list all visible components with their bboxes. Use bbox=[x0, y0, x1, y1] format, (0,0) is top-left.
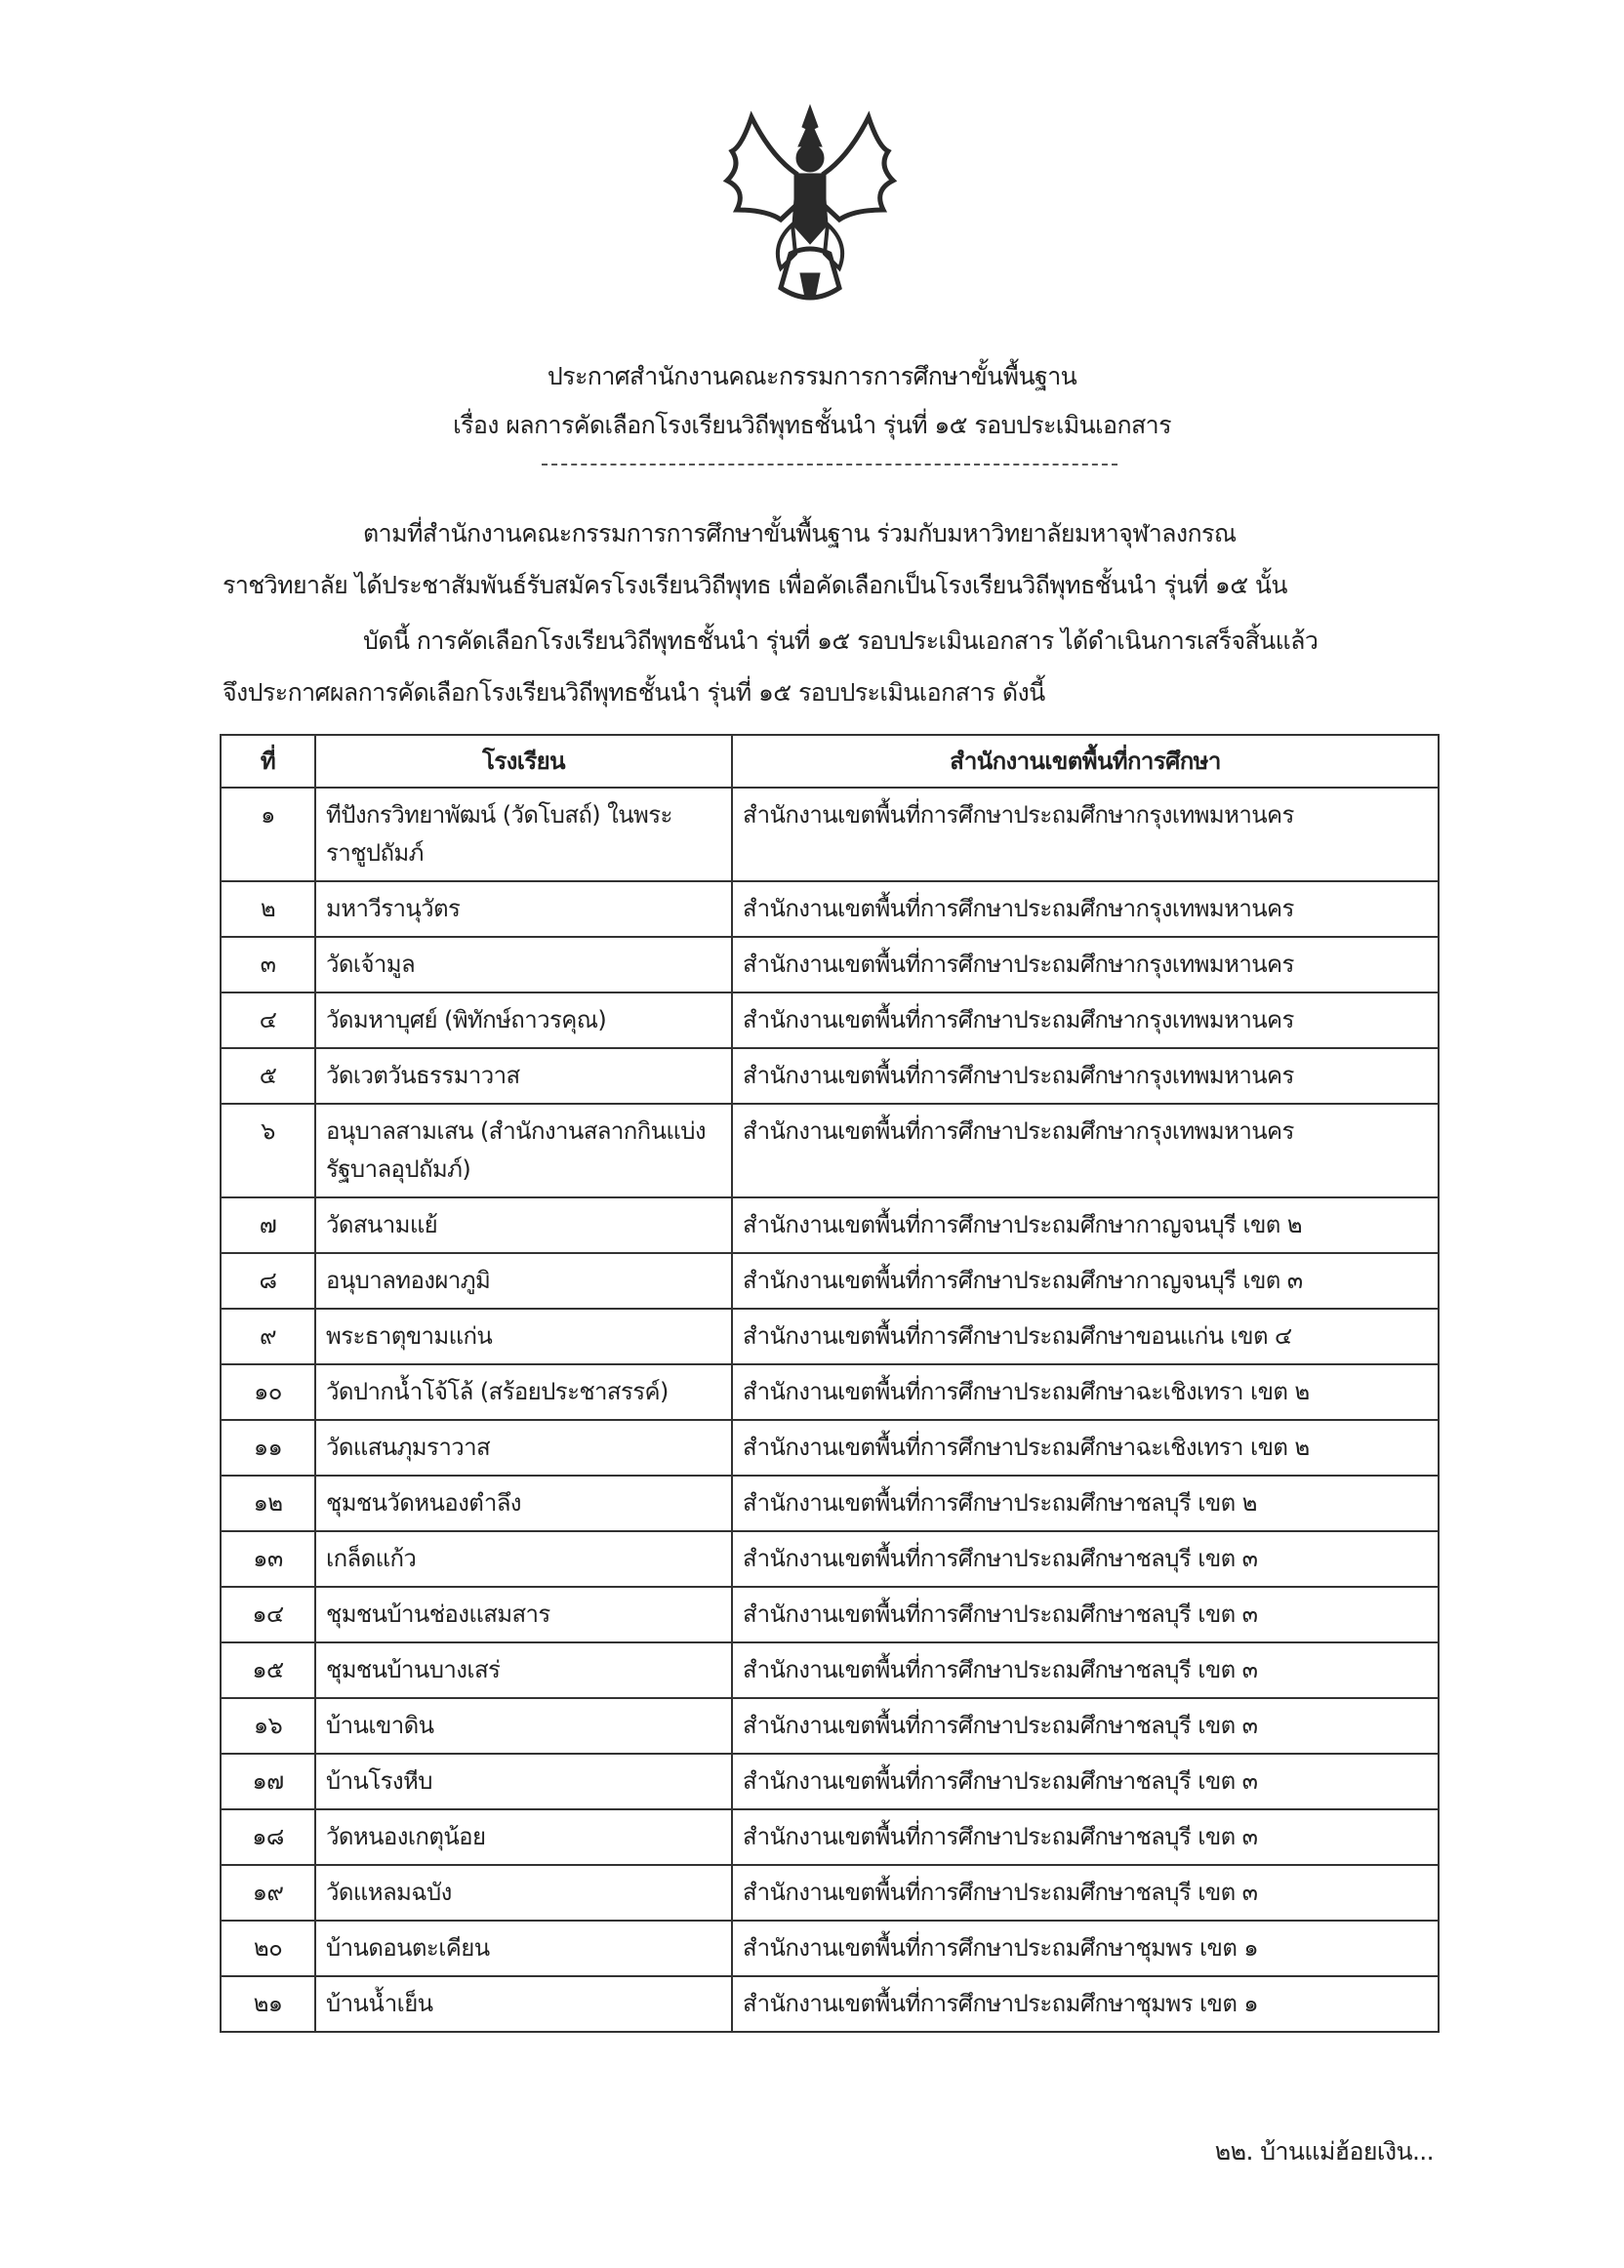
table-row bbox=[221, 1642, 1439, 1698]
table-row bbox=[221, 937, 1439, 992]
school-name: เกล็ดแก้ว bbox=[315, 1531, 732, 1587]
school-name: บ้านโรงหีบ bbox=[315, 1754, 732, 1809]
row-number: ๑ bbox=[221, 788, 315, 881]
school-name: ชุมชนบ้านบางเสร่ bbox=[315, 1642, 732, 1698]
school-name: บ้านเขาดิน bbox=[315, 1698, 732, 1754]
education-office: สำนักงานเขตพื้นที่การศึกษาประถมศึกษาชลบุรี เขต ๓ bbox=[732, 1642, 1439, 1698]
school-name: วัดปากน้ำโจ้โล้ (สร้อยประชาสรรค์) bbox=[315, 1364, 732, 1420]
school-name: ทีปังกรวิทยาพัฒน์ (วัดโบสถ์) ในพระราชูปถัมภ์ bbox=[315, 788, 732, 881]
table-row bbox=[221, 1587, 1439, 1642]
table-row bbox=[221, 788, 1439, 881]
table-row bbox=[221, 1309, 1439, 1364]
row-number: ๒๑ bbox=[221, 1976, 315, 2032]
paragraph-2-line-2: จึงประกาศผลการคัดเลือกโรงเรียนวิถีพุทธชั้นนำ รุ่นที่ ๑๕ รอบประเมินเอกสาร ดังนี้ bbox=[223, 678, 1045, 707]
row-number: ๔ bbox=[221, 992, 315, 1048]
row-number: ๕ bbox=[221, 1048, 315, 1104]
table-row bbox=[221, 1698, 1439, 1754]
table-row bbox=[221, 1420, 1439, 1476]
row-number: ๑๒ bbox=[221, 1476, 315, 1531]
table-row bbox=[221, 992, 1439, 1048]
education-office: สำนักงานเขตพื้นที่การศึกษาประถมศึกษาชลบุรี เขต ๓ bbox=[732, 1865, 1439, 1921]
table-row bbox=[221, 1531, 1439, 1587]
education-office: สำนักงานเขตพื้นที่การศึกษาประถมศึกษาฉะเชิงเทรา เขต ๒ bbox=[732, 1364, 1439, 1420]
education-office: สำนักงานเขตพื้นที่การศึกษาประถมศึกษากรุงเทพมหานคร bbox=[732, 1104, 1439, 1197]
row-number: ๑๐ bbox=[221, 1364, 315, 1420]
education-office: สำนักงานเขตพื้นที่การศึกษาประถมศึกษาชลบุรี เขต ๓ bbox=[732, 1531, 1439, 1587]
row-number: ๓ bbox=[221, 937, 315, 992]
school-name: วัดหนองเกตุน้อย bbox=[315, 1809, 732, 1865]
table-row bbox=[221, 1253, 1439, 1309]
row-number: ๘ bbox=[221, 1253, 315, 1309]
education-office: สำนักงานเขตพื้นที่การศึกษาประถมศึกษาชลบุรี เขต ๓ bbox=[732, 1587, 1439, 1642]
announcement-subject: เรื่อง ผลการคัดเลือกโรงเรียนวิถีพุทธชั้นนำ รุ่นที่ ๑๕ รอบประเมินเอกสาร bbox=[453, 411, 1171, 439]
row-number: ๒ bbox=[221, 881, 315, 937]
school-name: พระธาตุขามแก่น bbox=[315, 1309, 732, 1364]
school-name: วัดมหาบุศย์ (พิทักษ์ถาวรคุณ) bbox=[315, 992, 732, 1048]
table-row bbox=[221, 1865, 1439, 1921]
school-name: วัดสนามแย้ bbox=[315, 1197, 732, 1253]
school-name: ชุมชนบ้านช่องแสมสาร bbox=[315, 1587, 732, 1642]
school-name: ชุมชนวัดหนองตำลึง bbox=[315, 1476, 732, 1531]
education-office: สำนักงานเขตพื้นที่การศึกษาประถมศึกษาชลบุรี เขต ๓ bbox=[732, 1754, 1439, 1809]
row-number: ๑๓ bbox=[221, 1531, 315, 1587]
school-name: วัดแสนภุมราวาส bbox=[315, 1420, 732, 1476]
education-office: สำนักงานเขตพื้นที่การศึกษาประถมศึกษาชลบุรี เขต ๓ bbox=[732, 1698, 1439, 1754]
education-office: สำนักงานเขตพื้นที่การศึกษาประถมศึกษากาญจนบุรี เขต ๓ bbox=[732, 1253, 1439, 1309]
table-row bbox=[221, 1809, 1439, 1865]
garuda-emblem-icon bbox=[712, 98, 908, 312]
education-office: สำนักงานเขตพื้นที่การศึกษาประถมศึกษากรุงเทพมหานคร bbox=[732, 1048, 1439, 1104]
row-number: ๙ bbox=[221, 1309, 315, 1364]
education-office: สำนักงานเขตพื้นที่การศึกษาประถมศึกษาฉะเชิงเทรา เขต ๒ bbox=[732, 1420, 1439, 1476]
school-name: บ้านดอนตะเคียน bbox=[315, 1921, 732, 1976]
paragraph-1-line-2: ราชวิทยาลัย ได้ประชาสัมพันธ์รับสมัครโรงเรียนวิถีพุทธ เพื่อคัดเลือกเป็นโรงเรียนวิถีพุทธชั้นนำ รุ่นที่ ๑๕ นั้น bbox=[223, 571, 1287, 599]
education-office: สำนักงานเขตพื้นที่การศึกษาประถมศึกษากรุงเทพมหานคร bbox=[732, 937, 1439, 992]
row-number: ๑๖ bbox=[221, 1698, 315, 1754]
row-number: ๑๗ bbox=[221, 1754, 315, 1809]
table-row bbox=[221, 1921, 1439, 1976]
education-office: สำนักงานเขตพื้นที่การศึกษาประถมศึกษากรุงเทพมหานคร bbox=[732, 881, 1439, 937]
table-row bbox=[221, 1754, 1439, 1809]
row-number: ๑๔ bbox=[221, 1587, 315, 1642]
school-name: มหาวีรานุวัตร bbox=[315, 881, 732, 937]
row-number: ๑๑ bbox=[221, 1420, 315, 1476]
col-no: ที่ bbox=[221, 735, 315, 788]
education-office: สำนักงานเขตพื้นที่การศึกษาประถมศึกษากรุงเทพมหานคร bbox=[732, 992, 1439, 1048]
table-row bbox=[221, 1104, 1439, 1197]
school-name: อนุบาลทองผาภูมิ bbox=[315, 1253, 732, 1309]
announcement-title: ประกาศสำนักงานคณะกรรมการการศึกษาขั้นพื้นฐาน bbox=[547, 362, 1077, 390]
table-row bbox=[221, 1197, 1439, 1253]
row-number: ๑๕ bbox=[221, 1642, 315, 1698]
education-office: สำนักงานเขตพื้นที่การศึกษาประถมศึกษาชุมพร เขต ๑ bbox=[732, 1976, 1439, 2032]
results-table bbox=[220, 734, 1440, 2033]
table-row bbox=[221, 1976, 1439, 2032]
table-row bbox=[221, 881, 1439, 937]
education-office: สำนักงานเขตพื้นที่การศึกษาประถมศึกษากาญจนบุรี เขต ๒ bbox=[732, 1197, 1439, 1253]
school-name: วัดเจ้ามูล bbox=[315, 937, 732, 992]
education-office: สำนักงานเขตพื้นที่การศึกษาประถมศึกษากรุงเทพมหานคร bbox=[732, 788, 1439, 881]
school-name: วัดแหลมฉบัง bbox=[315, 1865, 732, 1921]
paragraph-1-line-1: ตามที่สำนักงานคณะกรรมการการศึกษาขั้นพื้นฐาน ร่วมกับมหาวิทยาลัยมหาจุฬาลงกรณ bbox=[363, 519, 1237, 547]
table-row bbox=[221, 1048, 1439, 1104]
school-name: อนุบาลสามเสน (สำนักงานสลากกินแบ่งรัฐบาลอุปถัมภ์) bbox=[315, 1104, 732, 1197]
education-office: สำนักงานเขตพื้นที่การศึกษาประถมศึกษาชุมพร เขต ๑ bbox=[732, 1921, 1439, 1976]
school-name: บ้านน้ำเย็น bbox=[315, 1976, 732, 2032]
education-office: สำนักงานเขตพื้นที่การศึกษาประถมศึกษาชลบุรี เขต ๓ bbox=[732, 1809, 1439, 1865]
education-office: สำนักงานเขตพื้นที่การศึกษาประถมศึกษาขอนแก่น เขต ๔ bbox=[732, 1309, 1439, 1364]
row-number: ๗ bbox=[221, 1197, 315, 1253]
education-office: สำนักงานเขตพื้นที่การศึกษาประถมศึกษาชลบุรี เขต ๒ bbox=[732, 1476, 1439, 1531]
table-row bbox=[221, 1476, 1439, 1531]
paragraph-2-line-1: บัดนี้ การคัดเลือกโรงเรียนวิถีพุทธชั้นนำ รุ่นที่ ๑๕ รอบประเมินเอกสาร ได้ดำเนินการเสร็จสิ้นแล้ว bbox=[363, 627, 1319, 655]
row-number: ๑๘ bbox=[221, 1809, 315, 1865]
col-school: โรงเรียน bbox=[315, 735, 732, 788]
col-office: สำนักงานเขตพื้นที่การศึกษา bbox=[732, 735, 1439, 788]
school-name: วัดเวตวันธรรมาวาส bbox=[315, 1048, 732, 1104]
table-header bbox=[221, 735, 1439, 788]
dashed-divider bbox=[542, 464, 1117, 466]
row-number: ๑๙ bbox=[221, 1865, 315, 1921]
row-number: ๖ bbox=[221, 1104, 315, 1197]
table-row bbox=[221, 1364, 1439, 1420]
continuation-note: ๒๒. บ้านแม่ฮ้อยเงิน... bbox=[1214, 2137, 1434, 2166]
row-number: ๒๐ bbox=[221, 1921, 315, 1976]
